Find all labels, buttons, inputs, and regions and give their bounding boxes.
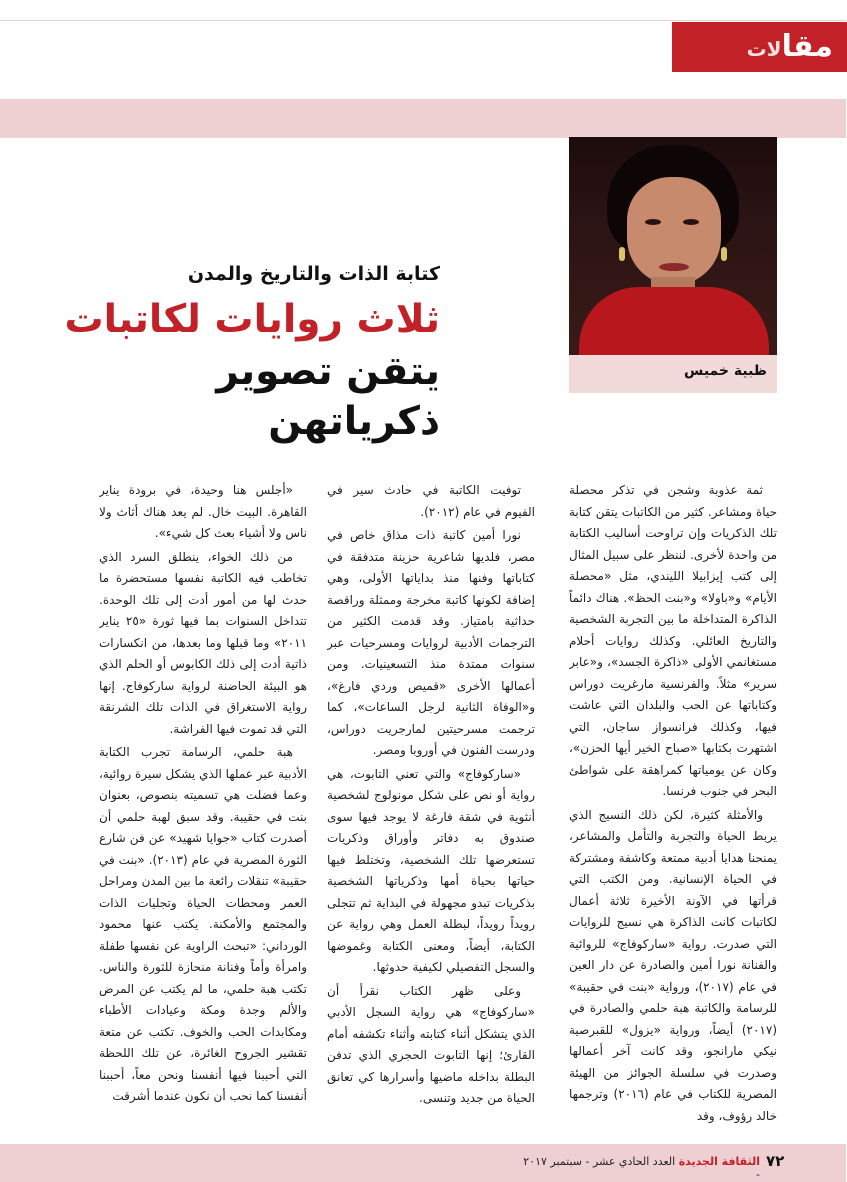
headline-line-1: ثلاث روايات لكاتبات — [64, 297, 440, 342]
paragraph: «أجلس هنا وحيدة، في برودة يناير القاهرة. البيت خال. لم يعد هناك أثاث ولا ناس ولا أشياء بعث كل شيء». — [99, 483, 307, 540]
paragraph: من ذلك الخواء، ينطلق السرد الذي تخاطب فيه الكاتبة نفسها مستحضرة ما حدث لها من أمور أدت إلى تلك الوحدة. تتداخل السنوات بما فيها ثورة «٢٥ يناير ٢٠١١» وما قبلها وما بعدها، من انكسارات ذاتية أدت إلى ذلك الكابوس أو الحلم الذي هو البيئة الحاضنة لرواية ساركوفاج. إنها رواية الاستغراق في الذات تلك الشرنقة التي قد تموت فيها الفراشة. — [99, 549, 307, 736]
paragraph: والأمثلة كثيرة، لكن ذلك النسيج الذي يربط الحياة والتجربة والتأمل والمشاعر، يمنحنا هدايا أدبية ممتعة وكاشفة ومشتركة في الحياة الإنسانية. ومن الكتب التي قرأتها في الآونة الأخيرة ثلاثة أعمال لكاتبات كانت الذاكرة هي نسيج للروايات التي صدرت. رواية «ساركوفاج» للروائية والفنانة نورا أمين والصادرة عن دار العين في عام (٢٠١٧)، ورواية «بنت في حقيبة» للرسامة والكاتبة هبة حلمي والصادرة في (٢٠١٧) أيضاً، ورواية «يزول» للقبرصية نيكي مارانجو، وقد كانت آخر أعمالها وصدرت في سلسلة الجوائز من الهيئة المصرية للكتاب في عام (٢٠١٦) وترجمها خالد رؤوف، وقد — [569, 807, 777, 1123]
issue-info: العدد الحادي عشر - سبتمبر ٢٠١٧ - — [523, 1155, 760, 1181]
paragraph: توفيت الكاتبة في حادث سير في الفيوم في عام (٢٠١٢). — [327, 483, 535, 519]
section-tab — [672, 22, 847, 72]
paragraph: «ساركوفاج» والتي تعني التابوت، هي رواية أو نص على شكل مونولوج لشخصية أنثوية في شقة فارغة لا يوجد فيها سوى صندوق به دفاتر وأوراق وذكريات تستعرضها تلك الشخصية، وتختلط فيها حياتها بحياة أمها وذكرياتها الشخصية بذكريات تبدو مجهولة في البداية ثم تتجلى رويداً رويداً، لبطلة العمل وهي رواية عن الكتابة، أيضاً، ومعنى الكتابة وغموضها والسجل التفصيلي لكيفية حدوثها. — [327, 766, 535, 974]
paragraph: هبة حلمي، الرسامة تجرب الكتابة الأدبية عبر عملها الذي يشكل سيرة روائية، وعما فضلت هي تسميته بنصوص، بعنوان بنت في حقيبة. وقد سبق لهبة حلمي أن أصدرت كتاب «جوايا شهيد» عن فن شارع الثورة المصرية في عام (٢٠١٣). «بنت في حقيبة» تنقلات رائعة ما بين المدن ومراحل العمر ومحطات الحياة وتجليات الذات والمجتمع والأمكنة. يكتب عنها محمود الورداني: «تبحث الراوية عن نفسها طفلة وامرأة وأماً وفنانة منحازة للثورة والناس. تكتب هبة حلمي، ما لم يكتب عن المرض والألم وجدة ومكة وعيادات الأطباء ومكابدات الحب والخوف. تكتب عن متعة تقشير الجروح الغائرة، عن تلك اللحظة التي أحببنا فيها أنفسنا ونحن معاً، أحببنا أنفسنا كما نحب أن نكون عندما أشرقت — [99, 745, 307, 1103]
author-photo — [569, 137, 777, 355]
section-label: مقا — [781, 29, 833, 64]
paragraph: وعلى ظهر الكتاب نقرأ أن «ساركوفاج» هي رواية السجل الأدبي الذي يتشكل أثناء كتابته وأثناء تكشفه أمام القارئ؛ إنها التابوت الحجري الذي تدفن البطلة بداخله ماضيها وأسرارها كي تعانق الحياة من جديد وتنسى. — [327, 983, 535, 1105]
header-band — [0, 99, 846, 138]
column-left — [99, 480, 307, 1130]
top-rule — [0, 20, 846, 21]
paragraph: ثمة عذوبة وشجن في تذكر محصلة حياة ومشاعر. كثير من الكاتبات يتقن كتابة تلك الذكريات وإن تراوحت أساليب الكتابة من واحدة لأخرى. لننظر على سبيل المثال إلى كتب إيزابيلا الليندي، مثل «محصلة الأيام» و«باولا» و«بنت الحظ». هناك دائماً الذاكرة المتداخلة ما بين التجربة الشخصية والتاريخ العائلي. وكذلك روايات أحلام مستغانمي الأولى «ذاكرة الجسد»، و«عابر سرير» مثلاً. والفرنسية مارغريت دوراس وكتاباتها عن الحب والبلدان التي عاشت فيها، وكذلك فرانسواز ساجان، التي اشتهرت بكتابها «صباح الخير أيها الحزن»، وكان عن يومياتها كمراهقة على شواطئ البحر في جنوب فرنسا. — [569, 483, 777, 798]
magazine-name: الثقافة الجديدة — [678, 1155, 760, 1168]
section-label-tail: لات — [746, 37, 782, 61]
headline-line-2: يتقن تصوير ذكرياتهن — [216, 349, 440, 444]
column-right — [569, 480, 777, 1130]
footer-issue — [520, 1155, 760, 1181]
page-number: ٧٢ — [766, 1152, 785, 1170]
photo-caption: ظبية خميس — [684, 363, 767, 379]
article-kicker: كتابة الذات والتاريخ والمدن — [187, 263, 440, 285]
paragraph: نورا أمين كاتبة ذات مذاق خاص في مصر، فلديها شاعرية حزينة متدفقة في كتاباتها وفنها منذ بداياتها الأولى، وهي إضافة لكونها كاتبة مخرجة وممثلة وراقصة حداثية بامتياز. وقد قدمت الكثير من الترجمات الأدبية لروايات ومسرحيات عبر سنوات ممتدة منذ التسعينيات. ومن أعمالها الأخرى «قميص وردي فارغ»، و«الوفاة الثانية لرجل الساعات»، كما ترجمت مسرحيتين لمارجريت دوراس، ودرست الفنون في أوروبا ومصر. — [327, 528, 535, 757]
column-middle — [327, 480, 535, 1130]
